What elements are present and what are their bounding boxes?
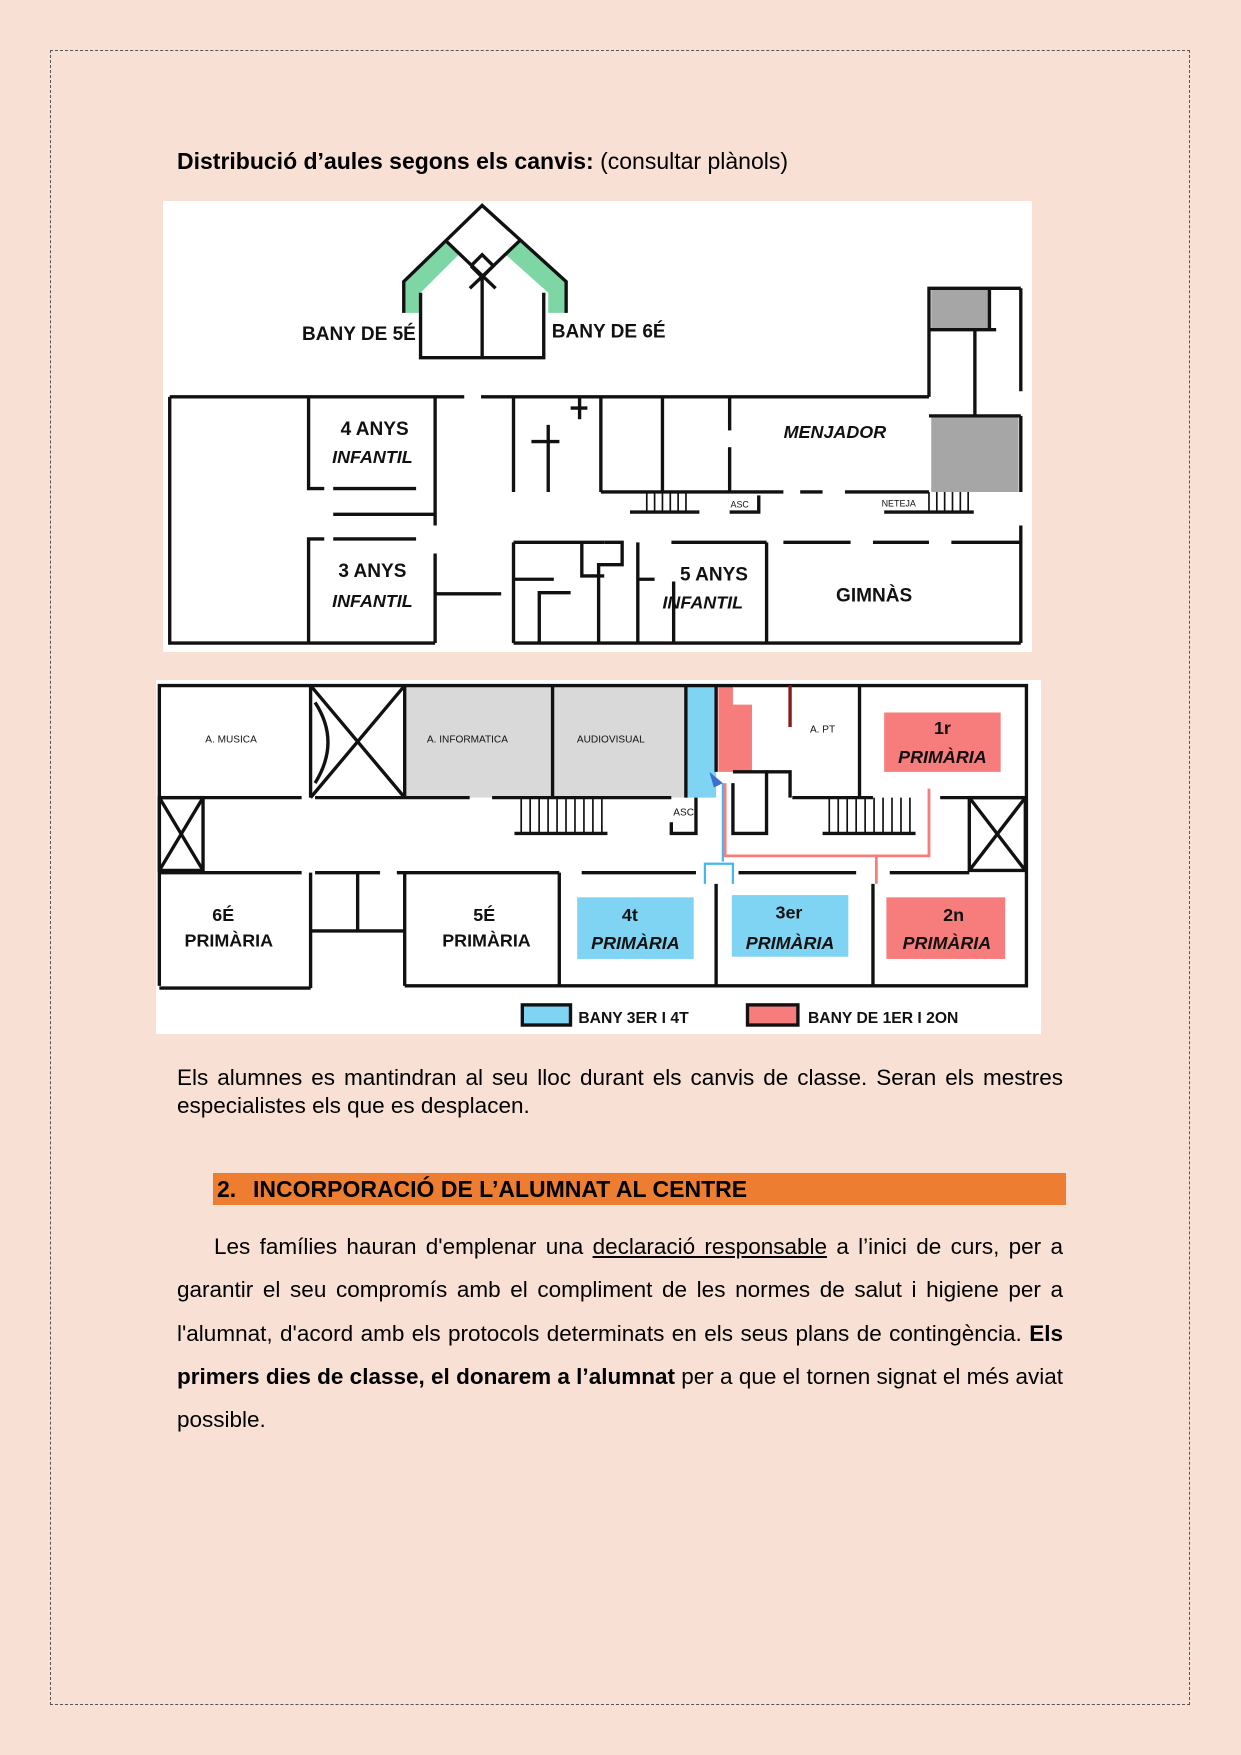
label-menjador: MENJADOR xyxy=(783,422,887,443)
legend-blue-label: BANY 3ER I 4T xyxy=(578,1009,689,1027)
label-primaria: PRIMÀRIA xyxy=(442,930,531,951)
paragraph: Els alumnes es mantindran al seu lloc durant els canvis de classe. Seran els mestres especialistes els que es desplacen. xyxy=(177,1065,1063,1118)
label-primaria: PRIMÀRIA xyxy=(591,932,680,953)
grey-room xyxy=(931,416,1018,492)
body-text: a l’inici de curs, per a garantir el seu compromís amb el compliment de les normes de salut i higiene per a l'alumnat, d'acord amb els protocols determinats en els seus plans de contingència. xyxy=(177,1234,1063,1346)
label-audiovisual: AUDIOVISUAL xyxy=(576,734,645,746)
bathroom-5e-area xyxy=(404,240,459,313)
label-6e: 6É xyxy=(212,904,235,925)
title-bold: Distribució d’aules segons els canvis: xyxy=(177,148,594,174)
bathroom-6e-area xyxy=(506,240,566,313)
legend-swatch-red xyxy=(747,1005,797,1025)
label-informatica: A. INFORMATICA xyxy=(426,734,508,746)
body-paragraph xyxy=(177,1225,1063,1441)
floor-plan-first xyxy=(156,680,1041,1034)
legend-swatch-blue xyxy=(522,1005,570,1025)
declaracio-link[interactable]: declaració responsable xyxy=(592,1234,828,1259)
label-pt: A. PT xyxy=(809,724,836,736)
label-infantil: INFANTIL xyxy=(332,446,413,467)
label-primaria: PRIMÀRIA xyxy=(745,932,835,953)
label-gimnas: GIMNÀS xyxy=(836,585,913,607)
label-primaria: PRIMÀRIA xyxy=(898,746,987,767)
label-2n: 2n xyxy=(943,904,965,925)
section-number: 2. xyxy=(217,1176,237,1202)
label-5e: 5É xyxy=(473,904,496,925)
label-primaria: PRIMÀRIA xyxy=(902,932,992,953)
body-text: Les famílies hauran d'emplenar una xyxy=(214,1234,593,1259)
title-note: (consultar plànols) xyxy=(593,148,789,174)
section-heading-title: INCORPORACIÓ DE L’ALUMNAT AL CENTRE xyxy=(253,1176,748,1202)
blue-bathroom xyxy=(686,686,716,798)
label-primaria: PRIMÀRIA xyxy=(184,930,274,951)
label-infantil: INFANTIL xyxy=(662,592,744,613)
section-title xyxy=(177,148,788,175)
label-1r: 1r xyxy=(933,717,951,738)
label-asc: ASC xyxy=(673,807,695,819)
label-bany-6e: BANY DE 6É xyxy=(551,321,666,343)
label-bany-5e: BANY DE 5É xyxy=(302,323,416,345)
label-4-anys: 4 ANYS xyxy=(340,418,409,440)
red-bathroom xyxy=(718,686,752,772)
section-heading xyxy=(213,1173,1066,1205)
label-neteja: NETEJA xyxy=(881,498,916,509)
label-musica: A. MUSICA xyxy=(205,734,257,746)
label-3-anys: 3 ANYS xyxy=(338,561,407,583)
legend-red-label: BANY DE 1ER I 2ON xyxy=(807,1009,959,1027)
label-infantil: INFANTIL xyxy=(332,591,413,612)
label-asc: ASC xyxy=(730,499,749,510)
body-bold-text: Els primers dies de classe, el donarem a l’alumnat xyxy=(177,1320,1063,1389)
floor-plan-ground xyxy=(163,201,1032,652)
label-3er: 3er xyxy=(775,902,803,923)
label-4t: 4t xyxy=(621,904,638,925)
label-5-anys: 5 ANYS xyxy=(679,564,748,586)
grey-room xyxy=(931,288,989,329)
body-text: per a que el tornen signat el més aviat possible. xyxy=(177,1363,1063,1433)
